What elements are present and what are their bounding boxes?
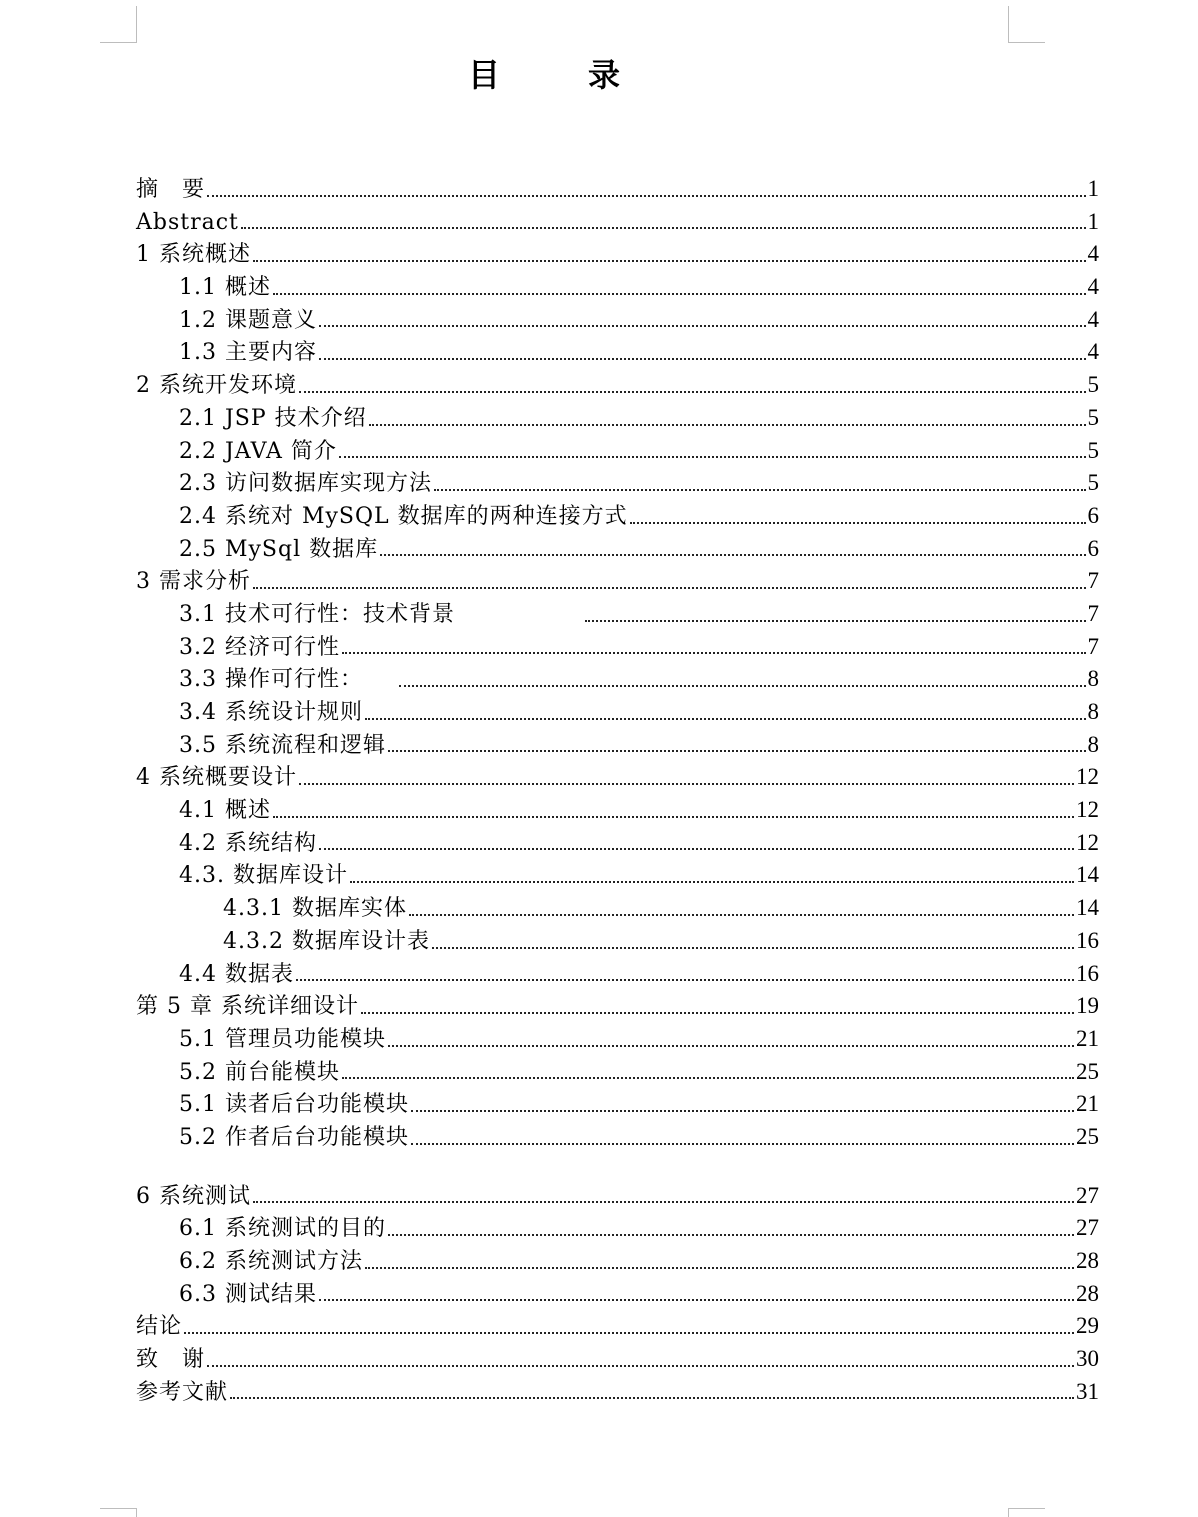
toc-entry-page-number: 6 (1087, 502, 1099, 528)
toc-entry-label: 6 系统测试 (136, 1183, 251, 1209)
dot-leader (319, 847, 1074, 850)
toc-entry-label: 2.4 系统对 MySQL 数据库的两种连接方式 (179, 503, 628, 529)
dot-leader (585, 619, 1086, 622)
toc-entry[interactable] (136, 533, 1099, 566)
toc-entry-page-number: 16 (1076, 960, 1099, 986)
toc-entry-page-number: 16 (1076, 927, 1099, 953)
toc-entry-label: 2.3 访问数据库实现方法 (179, 471, 432, 497)
toc-entry-label: 摘 要 (136, 177, 206, 202)
toc-entry-page-number: 25 (1076, 1123, 1099, 1149)
toc-entry-label: 4.3. 数据库设计 (179, 863, 348, 889)
toc-entry[interactable] (136, 925, 1099, 958)
dot-leader (241, 226, 1086, 229)
dot-leader (399, 684, 1086, 687)
toc-entry-page-number: 8 (1087, 699, 1099, 724)
dot-leader (253, 259, 1086, 262)
dot-leader (388, 749, 1086, 752)
toc-entry[interactable] (136, 859, 1099, 892)
toc-entry[interactable] (136, 794, 1099, 827)
toc-entry[interactable] (136, 1023, 1099, 1056)
toc-entry-label: 3.4 系统设计规则 (179, 700, 363, 725)
toc-entry-page-number: 5 (1087, 470, 1099, 496)
toc-entry-label: 5.2 前台能模块 (179, 1059, 340, 1085)
toc-entry[interactable] (136, 336, 1099, 369)
toc-entry-label: 6.1 系统测试的目的 (179, 1216, 386, 1242)
toc-entry-label: 2.1 JSP 技术介绍 (179, 405, 367, 431)
toc-entry-label: 4.4 数据表 (179, 961, 294, 987)
dot-leader (230, 1396, 1074, 1399)
toc-title: 目 录 (467, 56, 648, 94)
toc-entry-page-number: 5 (1087, 437, 1099, 463)
toc-entry-page-number: 19 (1076, 993, 1099, 1019)
toc-entry-label: 3.2 经济可行性 (179, 634, 340, 660)
toc-entry-label: 2 系统开发环境 (136, 373, 297, 399)
toc-entry[interactable] (136, 990, 1099, 1023)
dot-leader (319, 357, 1086, 360)
toc-entry-label: 3.3 操作可行性： (179, 667, 363, 693)
toc-entry-page-number: 8 (1087, 731, 1099, 757)
dot-leader (361, 1011, 1074, 1014)
dot-leader (350, 880, 1074, 883)
toc-entry[interactable] (136, 631, 1099, 664)
toc-entry-page-number: 14 (1076, 895, 1099, 921)
toc-entry-label: 4.3.1 数据库实体 (223, 896, 407, 922)
dot-leader (207, 1364, 1074, 1367)
toc-entry-label: 1 系统概述 (136, 242, 251, 268)
toc-entry-label: 第 5 章 系统详细设计 (136, 994, 359, 1020)
toc-entry-page-number: 30 (1076, 1346, 1099, 1372)
toc-entry-page-number: 1 (1087, 176, 1099, 201)
toc-entry[interactable] (136, 958, 1099, 991)
dot-leader (409, 913, 1074, 916)
toc-entry-label: 3.1 技术可行性：技术背景 (179, 601, 455, 627)
toc-entry-page-number: 7 (1087, 600, 1099, 626)
toc-entry[interactable] (136, 565, 1099, 598)
dot-leader (253, 1200, 1074, 1203)
toc-entry-label: 3.5 系统流程和逻辑 (179, 732, 386, 758)
toc-entry-page-number: 6 (1087, 535, 1099, 561)
toc-entry-label: 5.1 读者后台功能模块 (179, 1092, 409, 1118)
toc-entry[interactable] (136, 761, 1099, 794)
toc-entry[interactable] (136, 827, 1099, 860)
toc-entry[interactable] (136, 1180, 1099, 1213)
dot-leader (273, 815, 1074, 818)
dot-leader (273, 292, 1086, 295)
toc-entry[interactable] (136, 1343, 1099, 1376)
toc-entry-label: 1.2 课题意义 (179, 307, 317, 333)
toc-entry-label: 参考文献 (136, 1379, 229, 1405)
toc-entry-label: 4.3.2 数据库设计表 (223, 928, 430, 954)
toc-entry[interactable] (136, 696, 1099, 729)
dot-leader (630, 521, 1086, 524)
toc-entry[interactable] (136, 304, 1099, 337)
toc-entry-page-number: 28 (1076, 1280, 1099, 1306)
toc-entry[interactable] (136, 500, 1099, 533)
toc-entry[interactable] (136, 1278, 1099, 1311)
toc-entry[interactable] (136, 173, 1099, 206)
toc-entry-page-number: 29 (1076, 1313, 1099, 1339)
dot-leader (184, 1331, 1074, 1334)
toc-entry[interactable] (136, 1121, 1099, 1154)
toc-entry-label: 1.3 主要内容 (179, 340, 317, 366)
toc-entry-label: 5.1 管理员功能模块 (179, 1026, 386, 1052)
toc-entry-page-number: 4 (1087, 241, 1099, 267)
toc-entry-page-number: 21 (1076, 1091, 1099, 1117)
page-corner-mark (100, 6, 137, 43)
dot-leader (388, 1233, 1074, 1236)
toc-entry-page-number: 4 (1087, 339, 1099, 365)
toc-entry-page-number: 7 (1087, 633, 1099, 659)
dot-leader (411, 1109, 1074, 1112)
table-of-contents (136, 173, 1099, 1408)
toc-entry-label: 致 谢 (136, 1347, 206, 1373)
toc-entry-label: 1.1 概述 (179, 275, 271, 301)
dot-leader (319, 1298, 1074, 1301)
toc-entry-page-number: 5 (1087, 404, 1099, 430)
toc-entry[interactable] (136, 1212, 1099, 1245)
toc-entry-label: 4 系统概要设计 (136, 765, 297, 791)
toc-entry-page-number: 12 (1076, 797, 1099, 823)
toc-entry-label: 2.2 JAVA 简介 (179, 438, 337, 464)
toc-entry-label: 4.1 概述 (179, 798, 271, 824)
toc-entry[interactable] (136, 1056, 1099, 1089)
toc-entry[interactable] (136, 435, 1099, 468)
toc-entry-page-number: 4 (1087, 306, 1099, 332)
toc-entry-label: 5.2 作者后台功能模块 (179, 1124, 409, 1150)
toc-entry-page-number: 5 (1087, 372, 1099, 398)
toc-entry[interactable] (136, 1376, 1099, 1409)
toc-entry[interactable] (136, 663, 1099, 696)
toc-entry-page-number: 27 (1076, 1182, 1099, 1208)
dot-leader (380, 553, 1085, 556)
dot-leader (342, 1076, 1074, 1079)
toc-entry-page-number: 14 (1076, 862, 1099, 888)
dot-leader (432, 946, 1074, 949)
dot-leader (299, 390, 1086, 393)
dot-leader (388, 1044, 1074, 1047)
dot-leader (434, 488, 1086, 491)
toc-entry-page-number: 8 (1087, 666, 1099, 692)
toc-entry-label: 6.3 测试结果 (179, 1281, 317, 1307)
toc-entry[interactable] (136, 598, 1099, 631)
toc-entry-page-number: 1 (1087, 208, 1099, 234)
toc-entry[interactable] (136, 1088, 1099, 1121)
toc-entry-page-number: 31 (1076, 1378, 1099, 1404)
toc-entry[interactable] (136, 271, 1099, 304)
toc-entry-page-number: 4 (1087, 274, 1099, 300)
toc-entry-page-number: 7 (1087, 568, 1099, 594)
toc-entry[interactable] (136, 238, 1099, 271)
toc-entry-page-number: 21 (1076, 1025, 1099, 1051)
toc-entry-label: 3 需求分析 (136, 569, 251, 595)
page-corner-mark (1008, 6, 1045, 43)
toc-entry-page-number: 25 (1076, 1058, 1099, 1084)
dot-leader (369, 423, 1086, 426)
dot-leader (207, 194, 1085, 197)
toc-entry-label: 结论 (136, 1314, 183, 1340)
toc-entry[interactable] (136, 402, 1099, 435)
toc-entry-label: 4.2 系统结构 (179, 830, 317, 856)
dot-leader (296, 978, 1074, 981)
dot-leader (365, 717, 1086, 720)
toc-entry[interactable] (136, 467, 1099, 500)
toc-entry-page-number: 12 (1076, 829, 1099, 855)
toc-entry[interactable] (136, 729, 1099, 762)
toc-entry-label: 6.2 系统测试方法 (179, 1249, 363, 1274)
dot-leader (365, 1266, 1074, 1269)
toc-entry[interactable] (136, 1310, 1099, 1343)
dot-leader (411, 1142, 1074, 1145)
toc-entry[interactable] (136, 1245, 1099, 1278)
dot-leader (339, 455, 1086, 458)
toc-entry[interactable] (136, 206, 1099, 239)
toc-entry-label: Abstract (136, 209, 239, 235)
toc-entry[interactable] (136, 892, 1099, 925)
toc-entry-page-number: 28 (1076, 1248, 1099, 1273)
toc-entry-label: 2.5 MySql 数据库 (179, 536, 379, 562)
toc-entry[interactable] (136, 369, 1099, 402)
toc-entry-page-number: 12 (1076, 764, 1099, 790)
dot-leader (319, 324, 1086, 327)
toc-entry-page-number: 27 (1076, 1215, 1099, 1241)
dot-leader (253, 586, 1086, 589)
dot-leader (299, 782, 1074, 785)
dot-leader (342, 651, 1086, 654)
